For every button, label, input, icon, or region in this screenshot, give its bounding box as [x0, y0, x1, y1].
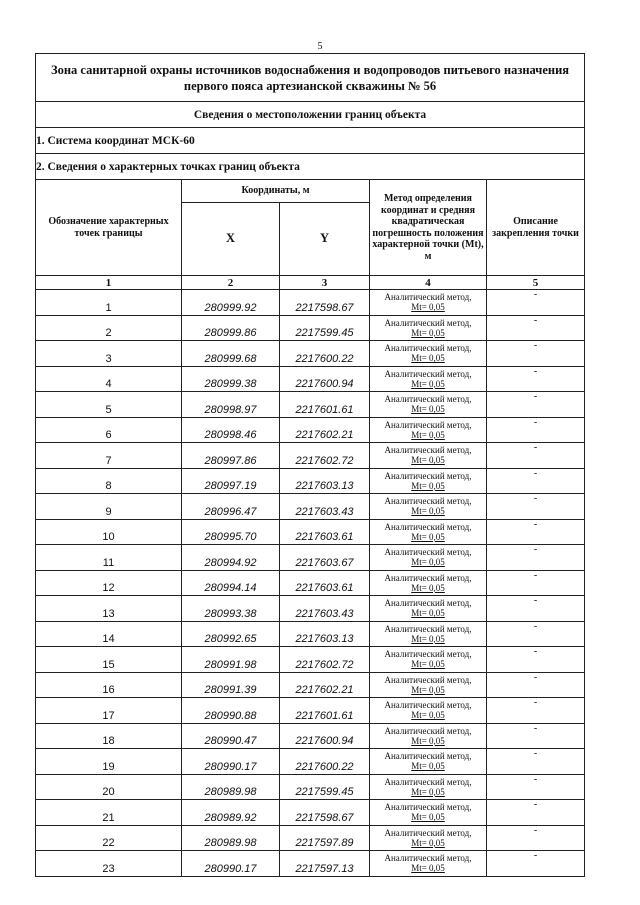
accuracy-text: Mt= 0,05 [411, 302, 445, 313]
table-row [36, 596, 585, 622]
accuracy-text: Mt= 0,05 [411, 531, 445, 542]
coord-x: 280998.97 [182, 392, 280, 418]
accuracy-text: Mt= 0,05 [411, 786, 445, 797]
boundary-table [35, 53, 585, 877]
point-number: 7 [36, 443, 182, 469]
table-row [36, 468, 585, 494]
description-cell: - [487, 621, 585, 647]
coord-x: 280998.46 [182, 417, 280, 443]
description-cell: - [487, 290, 585, 316]
method-cell [370, 366, 487, 392]
coord-y: 2217600.22 [280, 341, 370, 367]
points-section: 2. Сведения о характерных точках границ объекта [36, 154, 585, 180]
point-number: 6 [36, 417, 182, 443]
column-number-row [36, 276, 585, 290]
coord-x: 280990.47 [182, 723, 280, 749]
accuracy-text: Mt= 0,05 [411, 429, 445, 440]
table-row [36, 570, 585, 596]
coord-y: 2217602.72 [280, 647, 370, 673]
coord-x: 280989.98 [182, 774, 280, 800]
coord-y: 2217597.89 [280, 825, 370, 851]
point-number: 2 [36, 315, 182, 341]
table-row [36, 366, 585, 392]
table-row [36, 851, 585, 877]
point-number: 18 [36, 723, 182, 749]
description-cell: - [487, 800, 585, 826]
point-number: 19 [36, 749, 182, 775]
column-number: 4 [370, 276, 487, 290]
document-frame [35, 53, 584, 877]
document-subtitle: Сведения о местоположении границ объекта [36, 102, 585, 128]
method-cell [370, 392, 487, 418]
method-cell [370, 774, 487, 800]
method-text: Аналитический метод, [384, 343, 472, 354]
description-cell: - [487, 825, 585, 851]
coord-y: 2217602.21 [280, 417, 370, 443]
table-row [36, 621, 585, 647]
description-cell: - [487, 545, 585, 571]
description-cell: - [487, 672, 585, 698]
accuracy-text: Mt= 0,05 [411, 455, 445, 466]
method-cell [370, 698, 487, 724]
coord-y: 2217601.61 [280, 698, 370, 724]
method-text: Аналитический метод, [384, 623, 472, 634]
point-number: 9 [36, 494, 182, 520]
point-number: 12 [36, 570, 182, 596]
description-cell: - [487, 723, 585, 749]
point-number: 21 [36, 800, 182, 826]
header-x: X [182, 203, 280, 276]
method-cell [370, 443, 487, 469]
coord-y: 2217597.13 [280, 851, 370, 877]
accuracy-text: Mt= 0,05 [411, 761, 445, 772]
method-text: Аналитический метод, [384, 649, 472, 660]
coordinate-system-section: 1. Система координат МСК-60 [36, 128, 585, 154]
point-number: 10 [36, 519, 182, 545]
coord-y: 2217601.61 [280, 392, 370, 418]
description-cell: - [487, 851, 585, 877]
coord-y: 2217603.61 [280, 519, 370, 545]
description-cell: - [487, 392, 585, 418]
table-row [36, 315, 585, 341]
coord-y: 2217603.13 [280, 621, 370, 647]
description-cell: - [487, 443, 585, 469]
method-cell [370, 825, 487, 851]
accuracy-text: Mt= 0,05 [411, 378, 445, 389]
coord-y: 2217603.43 [280, 494, 370, 520]
coord-x: 280999.68 [182, 341, 280, 367]
method-text: Аналитический метод, [384, 853, 472, 864]
coord-y: 2217602.21 [280, 672, 370, 698]
description-cell: - [487, 417, 585, 443]
table-row [36, 647, 585, 673]
point-number: 5 [36, 392, 182, 418]
table-row [36, 392, 585, 418]
table-row [36, 800, 585, 826]
coord-x: 280992.65 [182, 621, 280, 647]
page-number: 5 [317, 41, 323, 52]
header-description: Описание закрепления точки [487, 180, 585, 276]
coord-x: 280994.14 [182, 570, 280, 596]
column-number: 1 [36, 276, 182, 290]
column-number: 2 [182, 276, 280, 290]
accuracy-text: Mt= 0,05 [411, 404, 445, 415]
point-number: 1 [36, 290, 182, 316]
method-text: Аналитический метод, [384, 445, 472, 456]
method-text: Аналитический метод, [384, 674, 472, 685]
method-text: Аналитический метод, [384, 521, 472, 532]
method-text: Аналитический метод, [384, 368, 472, 379]
point-number: 22 [36, 825, 182, 851]
accuracy-text: Mt= 0,05 [411, 837, 445, 848]
accuracy-text: Mt= 0,05 [411, 480, 445, 491]
point-number: 3 [36, 341, 182, 367]
description-cell: - [487, 315, 585, 341]
coord-x: 280997.86 [182, 443, 280, 469]
coord-x: 280997.19 [182, 468, 280, 494]
coord-y: 2217600.94 [280, 723, 370, 749]
coord-y: 2217600.22 [280, 749, 370, 775]
coord-x: 280990.88 [182, 698, 280, 724]
accuracy-text: Mt= 0,05 [411, 684, 445, 695]
method-cell [370, 545, 487, 571]
method-cell [370, 519, 487, 545]
point-number: 8 [36, 468, 182, 494]
accuracy-text: Mt= 0,05 [411, 353, 445, 364]
coord-x: 280991.39 [182, 672, 280, 698]
accuracy-text: Mt= 0,05 [411, 633, 445, 644]
accuracy-text: Mt= 0,05 [411, 582, 445, 593]
description-cell: - [487, 570, 585, 596]
description-cell: - [487, 774, 585, 800]
method-text: Аналитический метод, [384, 700, 472, 711]
accuracy-text: Mt= 0,05 [411, 506, 445, 517]
method-text: Аналитический метод, [384, 827, 472, 838]
method-cell [370, 570, 487, 596]
method-text: Аналитический метод, [384, 419, 472, 430]
table-row [36, 825, 585, 851]
coord-y: 2217599.45 [280, 315, 370, 341]
table-row [36, 341, 585, 367]
table-row [36, 723, 585, 749]
coord-x: 280994.92 [182, 545, 280, 571]
coord-x: 280993.38 [182, 596, 280, 622]
method-text: Аналитический метод, [384, 292, 472, 303]
coord-y: 2217598.67 [280, 290, 370, 316]
accuracy-text: Mt= 0,05 [411, 863, 445, 874]
table-row [36, 545, 585, 571]
accuracy-text: Mt= 0,05 [411, 812, 445, 823]
method-text: Аналитический метод, [384, 572, 472, 583]
method-cell [370, 315, 487, 341]
table-row [36, 774, 585, 800]
method-cell [370, 596, 487, 622]
description-cell: - [487, 749, 585, 775]
method-text: Аналитический метод, [384, 725, 472, 736]
description-cell: - [487, 596, 585, 622]
coord-x: 280999.86 [182, 315, 280, 341]
accuracy-text: Mt= 0,05 [411, 659, 445, 670]
method-cell [370, 723, 487, 749]
column-number: 5 [487, 276, 585, 290]
coord-x: 280989.98 [182, 825, 280, 851]
coord-x: 280996.47 [182, 494, 280, 520]
point-number: 23 [36, 851, 182, 877]
method-text: Аналитический метод, [384, 802, 472, 813]
description-cell: - [487, 519, 585, 545]
description-cell: - [487, 647, 585, 673]
coord-x: 280989.92 [182, 800, 280, 826]
point-number: 16 [36, 672, 182, 698]
table-row [36, 749, 585, 775]
accuracy-text: Mt= 0,05 [411, 327, 445, 338]
method-text: Аналитический метод, [384, 751, 472, 762]
coord-x: 280990.17 [182, 851, 280, 877]
coord-y: 2217603.67 [280, 545, 370, 571]
coord-y: 2217599.45 [280, 774, 370, 800]
method-cell [370, 468, 487, 494]
description-cell: - [487, 494, 585, 520]
method-cell [370, 672, 487, 698]
header-y: Y [280, 203, 370, 276]
table-row [36, 519, 585, 545]
header-method-text: Метод определения координат и средняя квадратическая погрешность положения характерной точки (Mt), м [372, 193, 484, 262]
coord-y: 2217603.13 [280, 468, 370, 494]
table-row [36, 672, 585, 698]
accuracy-text: Mt= 0,05 [411, 735, 445, 746]
header-point: Обозначение характерных точек границы [36, 180, 182, 276]
point-number: 11 [36, 545, 182, 571]
column-number: 3 [280, 276, 370, 290]
table-row [36, 698, 585, 724]
method-text: Аналитический метод, [384, 394, 472, 405]
point-number: 17 [36, 698, 182, 724]
header-method [370, 180, 487, 276]
accuracy-text: Mt= 0,05 [411, 710, 445, 721]
coord-x: 280999.92 [182, 290, 280, 316]
method-text: Аналитический метод, [384, 547, 472, 558]
method-cell [370, 749, 487, 775]
description-cell: - [487, 698, 585, 724]
coord-x: 280999.38 [182, 366, 280, 392]
coord-y: 2217602.72 [280, 443, 370, 469]
description-cell: - [487, 468, 585, 494]
point-number: 13 [36, 596, 182, 622]
table-row [36, 443, 585, 469]
point-number: 4 [36, 366, 182, 392]
method-cell [370, 647, 487, 673]
table-row [36, 494, 585, 520]
method-cell [370, 621, 487, 647]
point-number: 20 [36, 774, 182, 800]
description-cell: - [487, 341, 585, 367]
coord-x: 280995.70 [182, 519, 280, 545]
coord-y: 2217600.94 [280, 366, 370, 392]
method-cell [370, 290, 487, 316]
point-number: 15 [36, 647, 182, 673]
method-text: Аналитический метод, [384, 470, 472, 481]
method-text: Аналитический метод, [384, 598, 472, 609]
document-title: Зона санитарной охраны источников водоснабжения и водопроводов питьевого назначения первого пояса артезианской скважины № 56 [36, 54, 585, 102]
method-text: Аналитический метод, [384, 317, 472, 328]
method-text: Аналитический метод, [384, 776, 472, 787]
accuracy-text: Mt= 0,05 [411, 557, 445, 568]
accuracy-text: Mt= 0,05 [411, 608, 445, 619]
header-coords: Координаты, м [182, 180, 370, 203]
table-row [36, 290, 585, 316]
coord-y: 2217598.67 [280, 800, 370, 826]
table-row [36, 417, 585, 443]
coord-y: 2217603.43 [280, 596, 370, 622]
coord-y: 2217603.61 [280, 570, 370, 596]
coord-x: 280991.98 [182, 647, 280, 673]
description-cell: - [487, 366, 585, 392]
method-cell [370, 494, 487, 520]
method-cell [370, 851, 487, 877]
method-cell [370, 800, 487, 826]
method-cell [370, 417, 487, 443]
point-number: 14 [36, 621, 182, 647]
coord-x: 280990.17 [182, 749, 280, 775]
method-text: Аналитический метод, [384, 496, 472, 507]
method-cell [370, 341, 487, 367]
